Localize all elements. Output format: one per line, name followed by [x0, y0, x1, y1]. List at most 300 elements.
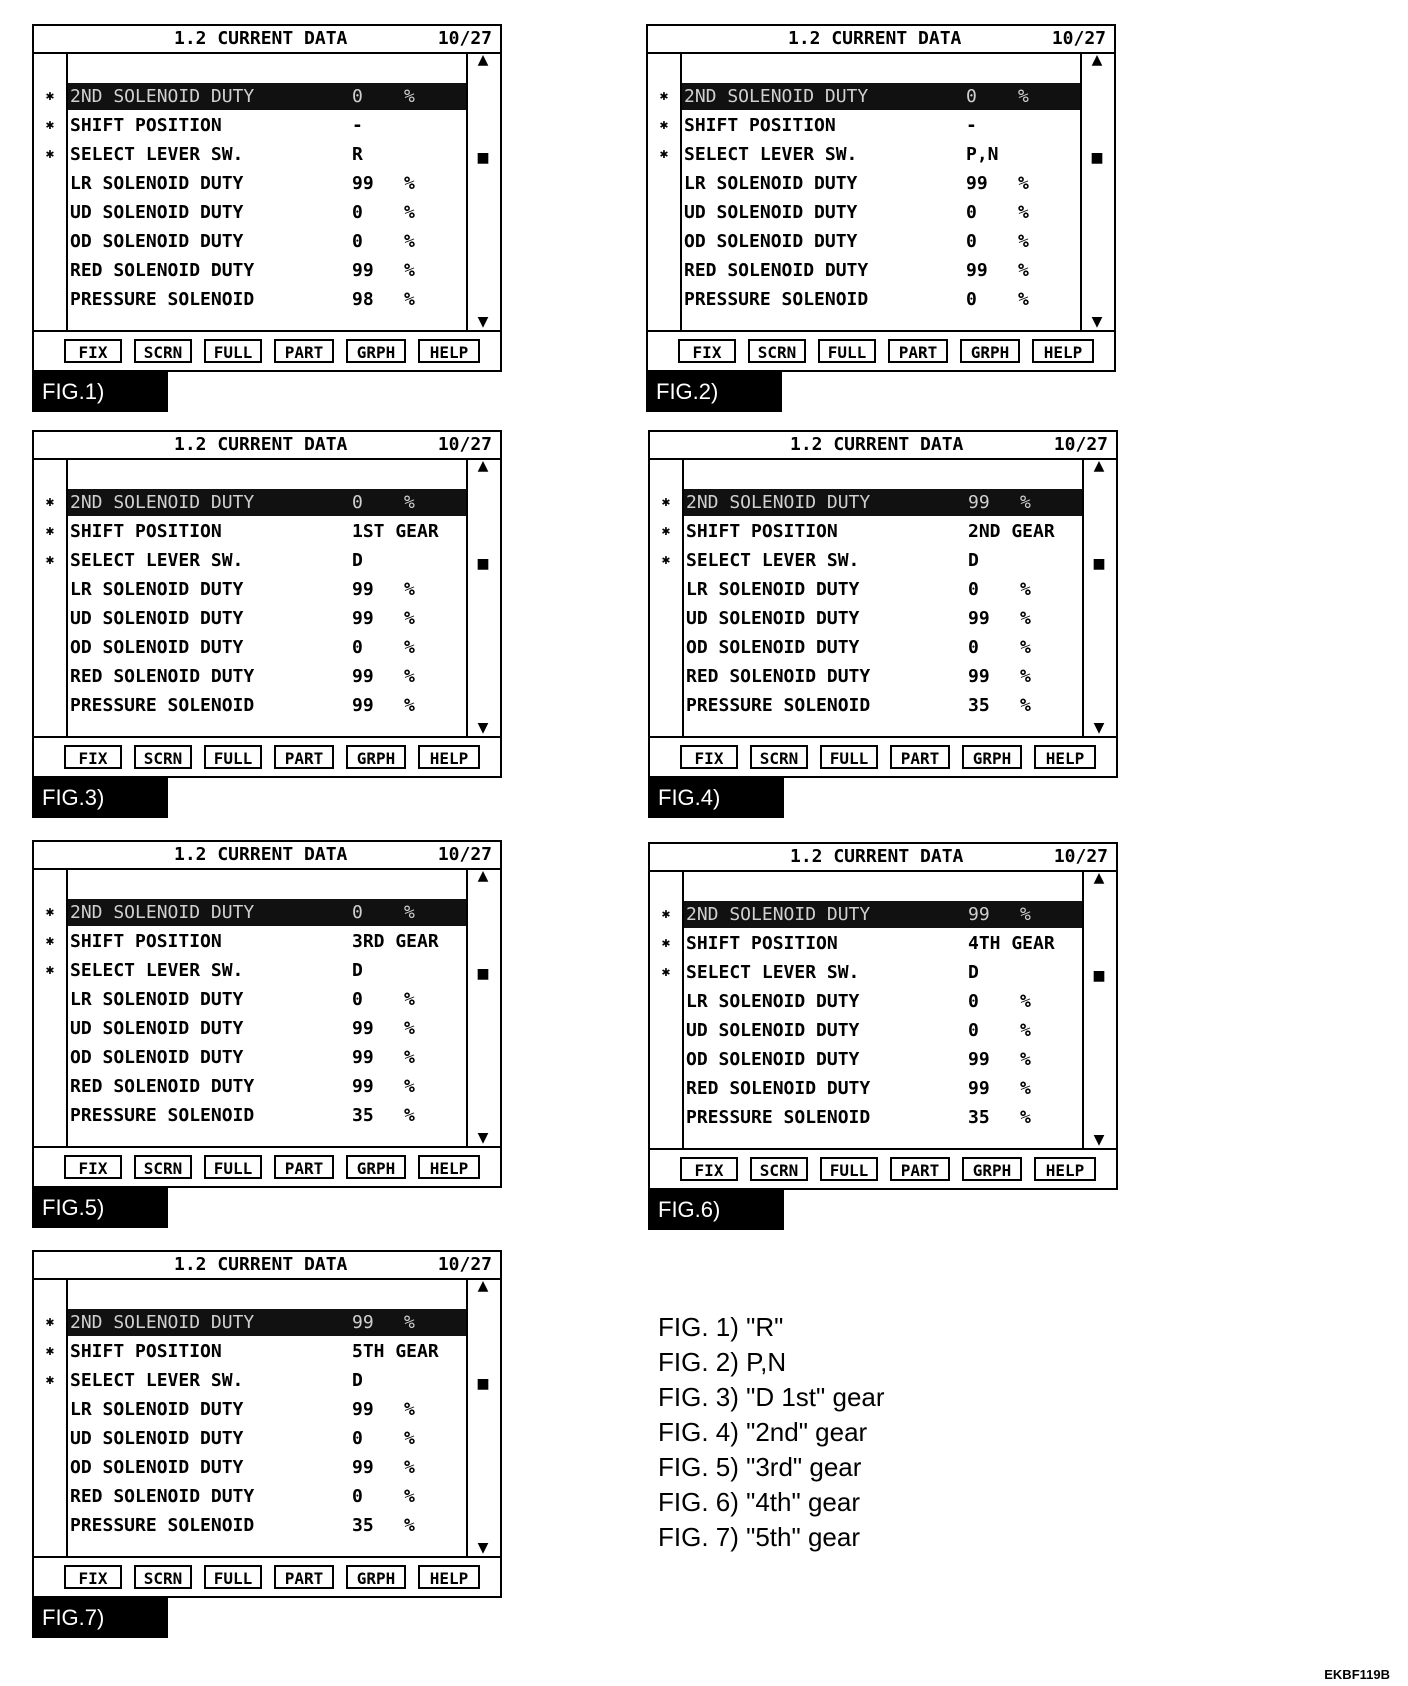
data-row[interactable]: [34, 927, 466, 956]
scrn-button[interactable]: SCRN: [134, 745, 192, 769]
scroll-up-icon[interactable]: ▲: [477, 52, 489, 68]
item-value: -: [352, 115, 363, 136]
figure-legend: [658, 1310, 885, 1555]
data-row[interactable]: [34, 546, 466, 575]
item-name: 2ND SOLENOID DUTY: [70, 902, 255, 923]
grph-button[interactable]: GRPH: [962, 745, 1022, 769]
page-indicator: 10/27: [1051, 28, 1106, 49]
item-unit: %: [1018, 202, 1029, 223]
current-data-panel: [32, 24, 502, 404]
function-key-bar: [34, 330, 500, 370]
screen-title: 1.2 CURRENT DATA: [790, 434, 964, 455]
data-row[interactable]: [650, 575, 1082, 604]
data-row[interactable]: [650, 546, 1082, 575]
item-value: 0: [966, 231, 977, 252]
help-button[interactable]: HELP: [418, 1155, 480, 1179]
data-row[interactable]: [650, 1074, 1082, 1103]
item-unit: %: [1020, 637, 1031, 658]
data-row[interactable]: [34, 198, 466, 227]
item-value: 0: [352, 231, 363, 252]
scroll-thumb-icon[interactable]: ■: [476, 150, 490, 166]
page-indicator: 10/27: [437, 1254, 492, 1275]
item-unit: %: [404, 1457, 415, 1478]
legend-item: FIG. 3) "D 1st" gear: [658, 1382, 885, 1412]
help-button[interactable]: HELP: [1032, 339, 1094, 363]
item-unit: %: [1018, 231, 1029, 252]
fixed-marker-icon: ✱: [45, 904, 55, 920]
fixed-marker-icon: ✱: [45, 117, 55, 133]
data-row[interactable]: [34, 285, 466, 314]
page-indicator: 10/27: [437, 28, 492, 49]
data-row[interactable]: [648, 111, 1080, 140]
item-value: 99: [968, 608, 990, 629]
legend-item: FIG. 7) "5th" gear: [658, 1522, 860, 1552]
item-name: OD SOLENOID DUTY: [70, 1047, 244, 1068]
item-value: 3RD GEAR: [352, 931, 439, 952]
data-row[interactable]: [34, 1453, 466, 1482]
item-name: OD SOLENOID DUTY: [684, 231, 858, 252]
data-row[interactable]: [34, 1014, 466, 1043]
data-list: [34, 898, 466, 1130]
current-data-panel: [32, 840, 502, 1220]
data-list: [650, 488, 1082, 720]
scroll-down-icon[interactable]: ▼: [477, 720, 489, 736]
part-button[interactable]: PART: [274, 1155, 334, 1179]
item-name: SELECT LEVER SW.: [686, 962, 860, 983]
item-unit: %: [404, 1428, 415, 1449]
data-row[interactable]: [650, 488, 1082, 517]
function-key-bar: [34, 1556, 500, 1596]
item-unit: %: [404, 231, 415, 252]
item-name: LR SOLENOID DUTY: [70, 1399, 244, 1420]
data-row[interactable]: [34, 604, 466, 633]
item-value: 0: [968, 579, 979, 600]
item-unit: %: [404, 492, 415, 513]
part-button[interactable]: PART: [274, 1565, 334, 1589]
item-name: SHIFT POSITION: [70, 1341, 222, 1362]
scrn-button[interactable]: SCRN: [750, 745, 808, 769]
grph-button[interactable]: GRPH: [346, 745, 406, 769]
part-button[interactable]: PART: [274, 745, 334, 769]
data-row[interactable]: [648, 140, 1080, 169]
title-bar: [34, 842, 500, 870]
document-code: EKBF119B: [1324, 1667, 1390, 1682]
scroll-up-icon[interactable]: ▲: [477, 868, 489, 884]
data-row[interactable]: [648, 169, 1080, 198]
figure-label: FIG.1): [32, 372, 168, 412]
data-row[interactable]: [34, 691, 466, 720]
item-unit: %: [1020, 492, 1031, 513]
grph-button[interactable]: GRPH: [346, 1565, 406, 1589]
screen-title: 1.2 CURRENT DATA: [788, 28, 962, 49]
full-button[interactable]: FULL: [820, 1157, 878, 1181]
fixed-marker-icon: ✱: [45, 962, 55, 978]
item-value: 99: [968, 666, 990, 687]
item-name: SHIFT POSITION: [70, 115, 222, 136]
scan-tool-screen: [32, 430, 502, 778]
data-row[interactable]: [34, 1337, 466, 1366]
grph-button[interactable]: GRPH: [346, 339, 406, 363]
figure-label: FIG.2): [646, 372, 782, 412]
data-row[interactable]: [650, 517, 1082, 546]
scan-tool-screen: [32, 840, 502, 1188]
item-value: 99: [968, 1078, 990, 1099]
data-row[interactable]: [34, 82, 466, 111]
scrollbar[interactable]: [466, 458, 500, 738]
item-value: 0: [352, 1486, 363, 1507]
fix-button[interactable]: FIX: [64, 1565, 122, 1589]
item-unit: %: [404, 1047, 415, 1068]
item-unit: %: [404, 608, 415, 629]
scrollbar[interactable]: [466, 52, 500, 332]
fix-button[interactable]: FIX: [64, 745, 122, 769]
fix-button[interactable]: FIX: [678, 339, 736, 363]
item-name: OD SOLENOID DUTY: [70, 637, 244, 658]
item-unit: %: [1020, 1020, 1031, 1041]
item-value: 35: [352, 1105, 374, 1126]
item-name: LR SOLENOID DUTY: [70, 173, 244, 194]
full-button[interactable]: FULL: [820, 745, 878, 769]
data-row[interactable]: [34, 956, 466, 985]
data-row[interactable]: [648, 285, 1080, 314]
scrn-button[interactable]: SCRN: [134, 1565, 192, 1589]
item-value: 0: [966, 202, 977, 223]
item-name: PRESSURE SOLENOID: [70, 1105, 255, 1126]
item-name: UD SOLENOID DUTY: [70, 608, 244, 629]
fixed-marker-icon: ✱: [45, 1372, 55, 1388]
item-name: 2ND SOLENOID DUTY: [70, 492, 255, 513]
item-name: RED SOLENOID DUTY: [70, 666, 255, 687]
data-row[interactable]: [650, 662, 1082, 691]
item-value: -: [966, 115, 977, 136]
item-unit: %: [1020, 1049, 1031, 1070]
data-row[interactable]: [34, 1482, 466, 1511]
grph-button[interactable]: GRPH: [960, 339, 1020, 363]
fixed-marker-icon: ✱: [661, 935, 671, 951]
legend-item: FIG. 4) "2nd" gear: [658, 1417, 868, 1447]
part-button[interactable]: PART: [890, 1157, 950, 1181]
item-unit: %: [1018, 289, 1029, 310]
fixed-marker-icon: ✱: [45, 1343, 55, 1359]
item-unit: %: [1018, 173, 1029, 194]
data-row[interactable]: [650, 1045, 1082, 1074]
item-unit: %: [1020, 695, 1031, 716]
item-value: 35: [968, 695, 990, 716]
item-name: UD SOLENOID DUTY: [70, 1018, 244, 1039]
item-value: 99: [968, 904, 990, 925]
help-button[interactable]: HELP: [418, 339, 480, 363]
item-value: 5TH GEAR: [352, 1341, 439, 1362]
data-row[interactable]: [650, 691, 1082, 720]
figure-label: FIG.5): [32, 1188, 168, 1228]
item-name: LR SOLENOID DUTY: [686, 579, 860, 600]
fixed-marker-icon: ✱: [45, 552, 55, 568]
fix-button[interactable]: FIX: [64, 339, 122, 363]
data-row[interactable]: [34, 662, 466, 691]
scroll-down-icon[interactable]: ▼: [1091, 314, 1103, 330]
data-row[interactable]: [34, 140, 466, 169]
help-button[interactable]: HELP: [418, 1565, 480, 1589]
scrollbar[interactable]: [466, 1278, 500, 1558]
scroll-up-icon[interactable]: ▲: [1093, 458, 1105, 474]
data-row[interactable]: [650, 1103, 1082, 1132]
item-value: 99: [352, 579, 374, 600]
item-value: 1ST GEAR: [352, 521, 439, 542]
scan-tool-screen: [32, 1250, 502, 1598]
data-list: [34, 82, 466, 314]
current-data-panel: [32, 1250, 502, 1630]
item-value: 99: [352, 1399, 374, 1420]
scroll-thumb-icon[interactable]: ■: [476, 556, 490, 572]
item-unit: %: [404, 1399, 415, 1420]
data-row[interactable]: [34, 1043, 466, 1072]
data-row[interactable]: [650, 987, 1082, 1016]
data-row[interactable]: [34, 1308, 466, 1337]
item-name: 2ND SOLENOID DUTY: [684, 86, 869, 107]
scroll-down-icon[interactable]: ▼: [477, 314, 489, 330]
current-data-panel: [646, 24, 1116, 404]
item-name: UD SOLENOID DUTY: [686, 1020, 860, 1041]
item-value: 99: [352, 1018, 374, 1039]
part-button[interactable]: PART: [890, 745, 950, 769]
scrn-button[interactable]: SCRN: [134, 1155, 192, 1179]
data-row[interactable]: [648, 198, 1080, 227]
item-unit: %: [1020, 666, 1031, 687]
item-value: 99: [352, 666, 374, 687]
legend-item: FIG. 1) "R": [658, 1312, 784, 1342]
item-unit: %: [404, 637, 415, 658]
item-unit: %: [1020, 579, 1031, 600]
full-button[interactable]: FULL: [204, 1155, 262, 1179]
scrollbar[interactable]: [466, 868, 500, 1148]
current-data-panel: [648, 842, 1118, 1222]
item-value: 0: [968, 991, 979, 1012]
data-row[interactable]: [34, 169, 466, 198]
data-row[interactable]: [650, 633, 1082, 662]
data-row[interactable]: [34, 227, 466, 256]
data-row[interactable]: [34, 1101, 466, 1130]
item-name: SHIFT POSITION: [70, 521, 222, 542]
help-button[interactable]: HELP: [418, 745, 480, 769]
function-key-bar: [34, 736, 500, 776]
grph-button[interactable]: GRPH: [962, 1157, 1022, 1181]
fix-button[interactable]: FIX: [680, 1157, 738, 1181]
part-button[interactable]: PART: [274, 339, 334, 363]
full-button[interactable]: FULL: [204, 745, 262, 769]
scrollbar[interactable]: [1082, 458, 1116, 738]
item-unit: %: [404, 202, 415, 223]
grph-button[interactable]: GRPH: [346, 1155, 406, 1179]
item-value: 99: [352, 1312, 374, 1333]
item-unit: %: [1020, 991, 1031, 1012]
data-row[interactable]: [650, 958, 1082, 987]
page-indicator: 10/27: [437, 434, 492, 455]
scrn-button[interactable]: SCRN: [748, 339, 806, 363]
item-value: 2ND GEAR: [968, 521, 1055, 542]
scroll-down-icon[interactable]: ▼: [1093, 720, 1105, 736]
data-row[interactable]: [34, 517, 466, 546]
scroll-down-icon[interactable]: ▼: [477, 1130, 489, 1146]
item-name: RED SOLENOID DUTY: [70, 1486, 255, 1507]
item-name: SHIFT POSITION: [70, 931, 222, 952]
part-button[interactable]: PART: [888, 339, 948, 363]
item-value: 99: [968, 1049, 990, 1070]
scroll-down-icon[interactable]: ▼: [1093, 1132, 1105, 1148]
item-name: RED SOLENOID DUTY: [686, 666, 871, 687]
item-name: SHIFT POSITION: [686, 521, 838, 542]
data-row[interactable]: [34, 1395, 466, 1424]
item-unit: %: [1020, 1078, 1031, 1099]
item-name: PRESSURE SOLENOID: [684, 289, 869, 310]
item-name: SELECT LEVER SW.: [70, 144, 244, 165]
item-value: 0: [352, 492, 363, 513]
scroll-thumb-icon[interactable]: ■: [1090, 150, 1104, 166]
item-name: RED SOLENOID DUTY: [70, 1076, 255, 1097]
item-unit: %: [1018, 86, 1029, 107]
scroll-up-icon[interactable]: ▲: [1093, 870, 1105, 886]
item-value: 0: [352, 989, 363, 1010]
page-indicator: 10/27: [1053, 846, 1108, 867]
item-unit: %: [404, 1105, 415, 1126]
item-value: D: [352, 1370, 363, 1391]
item-value: 0: [968, 1020, 979, 1041]
full-button[interactable]: FULL: [204, 339, 262, 363]
data-row[interactable]: [34, 898, 466, 927]
item-unit: %: [404, 1076, 415, 1097]
item-value: D: [352, 550, 363, 571]
item-value: 35: [968, 1107, 990, 1128]
scroll-thumb-icon[interactable]: ■: [1092, 556, 1106, 572]
figure-label: FIG.6): [648, 1190, 784, 1230]
title-bar: [648, 26, 1114, 54]
fix-button[interactable]: FIX: [64, 1155, 122, 1179]
current-data-panel: [648, 430, 1118, 810]
item-unit: %: [404, 1018, 415, 1039]
fix-button[interactable]: FIX: [680, 745, 738, 769]
item-unit: %: [404, 260, 415, 281]
help-button[interactable]: HELP: [1034, 745, 1096, 769]
item-unit: %: [404, 902, 415, 923]
scan-tool-screen: [648, 842, 1118, 1190]
item-name: PRESSURE SOLENOID: [70, 1515, 255, 1536]
scrollbar[interactable]: [1080, 52, 1114, 332]
item-value: 99: [966, 260, 988, 281]
item-unit: %: [404, 1515, 415, 1536]
item-name: UD SOLENOID DUTY: [684, 202, 858, 223]
item-value: 0: [968, 637, 979, 658]
fixed-marker-icon: ✱: [659, 146, 669, 162]
data-row[interactable]: [650, 1016, 1082, 1045]
scroll-thumb-icon[interactable]: ■: [476, 1376, 490, 1392]
scroll-thumb-icon[interactable]: ■: [476, 966, 490, 982]
fixed-marker-icon: ✱: [661, 906, 671, 922]
scroll-up-icon[interactable]: ▲: [477, 1278, 489, 1294]
item-name: PRESSURE SOLENOID: [686, 695, 871, 716]
item-name: 2ND SOLENOID DUTY: [70, 86, 255, 107]
scrn-button[interactable]: SCRN: [750, 1157, 808, 1181]
fixed-marker-icon: ✱: [45, 933, 55, 949]
data-row[interactable]: [34, 1511, 466, 1540]
item-unit: %: [1020, 904, 1031, 925]
item-unit: %: [404, 579, 415, 600]
current-data-panel: [32, 430, 502, 810]
title-bar: [34, 432, 500, 460]
data-row[interactable]: [34, 633, 466, 662]
data-row[interactable]: [650, 604, 1082, 633]
fixed-marker-icon: ✱: [661, 494, 671, 510]
item-unit: %: [404, 173, 415, 194]
data-row[interactable]: [34, 488, 466, 517]
data-row[interactable]: [34, 1366, 466, 1395]
scan-tool-screen: [646, 24, 1116, 372]
figure-label: FIG.7): [32, 1598, 168, 1638]
full-button[interactable]: FULL: [818, 339, 876, 363]
help-button[interactable]: HELP: [1034, 1157, 1096, 1181]
scroll-thumb-icon[interactable]: ■: [1092, 968, 1106, 984]
full-button[interactable]: FULL: [204, 1565, 262, 1589]
item-name: LR SOLENOID DUTY: [70, 579, 244, 600]
title-bar: [650, 844, 1116, 872]
scroll-up-icon[interactable]: ▲: [1091, 52, 1103, 68]
item-name: PRESSURE SOLENOID: [70, 695, 255, 716]
title-bar: [650, 432, 1116, 460]
item-name: PRESSURE SOLENOID: [686, 1107, 871, 1128]
data-row[interactable]: [648, 256, 1080, 285]
screen-title: 1.2 CURRENT DATA: [174, 28, 348, 49]
fixed-marker-icon: ✱: [661, 552, 671, 568]
item-name: LR SOLENOID DUTY: [70, 989, 244, 1010]
item-value: 99: [352, 1457, 374, 1478]
item-value: 99: [352, 695, 374, 716]
title-bar: [34, 26, 500, 54]
item-name: LR SOLENOID DUTY: [684, 173, 858, 194]
screen-title: 1.2 CURRENT DATA: [790, 846, 964, 867]
item-unit: %: [404, 289, 415, 310]
item-value: 0: [352, 86, 363, 107]
data-row[interactable]: [34, 575, 466, 604]
figure-label: FIG.3): [32, 778, 168, 818]
scrollbar[interactable]: [1082, 870, 1116, 1150]
screen-title: 1.2 CURRENT DATA: [174, 844, 348, 865]
data-row[interactable]: [34, 256, 466, 285]
item-name: SELECT LEVER SW.: [70, 960, 244, 981]
data-row[interactable]: [34, 985, 466, 1014]
item-value: 0: [352, 902, 363, 923]
data-row[interactable]: [34, 1424, 466, 1453]
item-name: RED SOLENOID DUTY: [684, 260, 869, 281]
item-name: RED SOLENOID DUTY: [686, 1078, 871, 1099]
legend-item: FIG. 6) "4th" gear: [658, 1487, 860, 1517]
scrn-button[interactable]: SCRN: [134, 339, 192, 363]
legend-item: FIG. 5) "3rd" gear: [658, 1452, 862, 1482]
screen-title: 1.2 CURRENT DATA: [174, 1254, 348, 1275]
item-value: D: [352, 960, 363, 981]
item-value: 99: [352, 173, 374, 194]
data-row[interactable]: [34, 111, 466, 140]
data-row[interactable]: [648, 227, 1080, 256]
scroll-down-icon[interactable]: ▼: [477, 1540, 489, 1556]
fixed-marker-icon: ✱: [45, 88, 55, 104]
function-key-bar: [648, 330, 1114, 370]
scroll-up-icon[interactable]: ▲: [477, 458, 489, 474]
data-row[interactable]: [650, 929, 1082, 958]
page-indicator: 10/27: [437, 844, 492, 865]
fixed-marker-icon: ✱: [661, 964, 671, 980]
data-row[interactable]: [34, 1072, 466, 1101]
data-row[interactable]: [650, 900, 1082, 929]
data-row[interactable]: [648, 82, 1080, 111]
item-name: 2ND SOLENOID DUTY: [686, 492, 871, 513]
